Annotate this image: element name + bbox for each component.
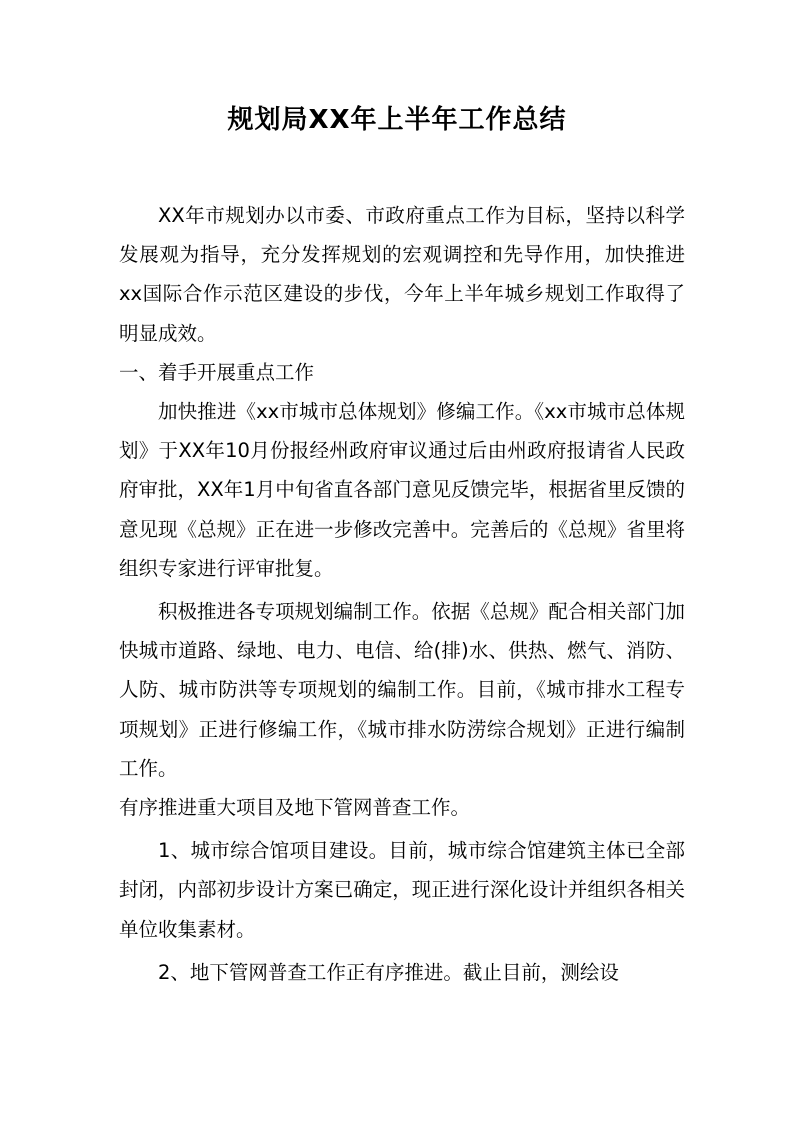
paragraph-master-plan: 加快推进《xx市城市总体规划》修编工作。《xx市城市总体规划》于XX年10月份报经州政府审议通过后由州政府报请省人民政府审批，XX年1月中旬省直各部门意见反馈完毕，根据省里反馈的意见现《总规》正在进一步修改完善中。完善后的《总规》省里将组织专家进行评审批复。 bbox=[119, 400, 685, 580]
subheading-major-projects: 有序推进重大项目及地下管网普查工作。 bbox=[119, 796, 471, 820]
document-title: 规划局XX年上半年工作总结 bbox=[227, 105, 567, 135]
paragraph-item-2: 2、地下管网普查工作正有序推进。截止目前，测绘设 bbox=[158, 960, 619, 984]
paragraph-item-1: 1、城市综合馆项目建设。目前，城市综合馆建筑主体已全部封闭，内部初步设计方案已确定，现正进行深化设计并组织各相关单位收集素材。 bbox=[119, 839, 685, 941]
section-heading-1: 一、着手开展重点工作 bbox=[119, 360, 315, 384]
intro-paragraph: XX年市规划办以市委、市政府重点工作为目标，坚持以科学发展观为指导，充分发挥规划的宏观调控和先导作用，加快推进xx国际合作示范区建设的步伐，今年上半年城乡规划工作取得了明显成效。 bbox=[119, 204, 685, 345]
document-body bbox=[119, 196, 685, 992]
paragraph-special-plans: 积极推进各专项规划编制工作。依据《总规》配合相关部门加快城市道路、绿地、电力、电信、给(排)水、供热、燃气、消防、人防、城市防洪等专项规划的编制工作。目前，《城市排水工程专项规划》正进行修编工作，《城市排水防涝综合规划》正进行编制工作。 bbox=[119, 600, 685, 780]
